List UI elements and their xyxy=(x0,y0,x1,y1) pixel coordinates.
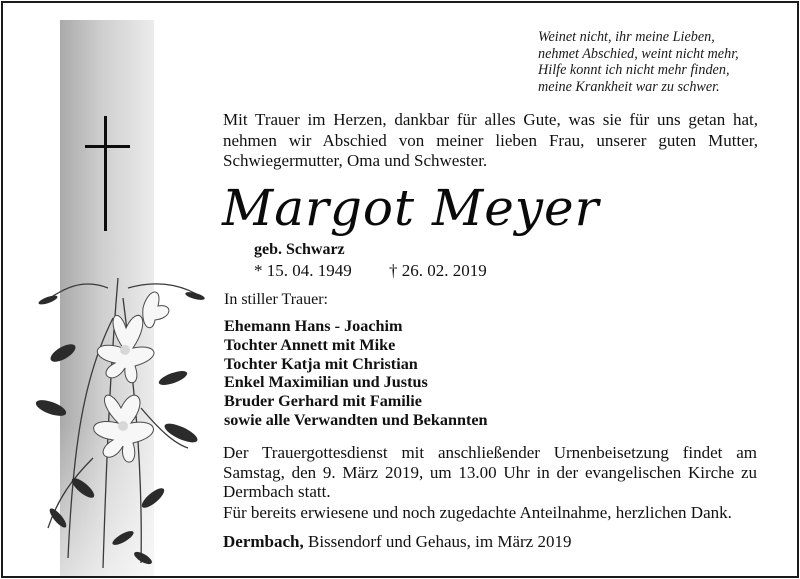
mourner-line: Tochter Katja mit Christian xyxy=(224,354,418,373)
life-dates xyxy=(254,260,574,282)
mourner-line: Enkel Maximilian und Justus xyxy=(224,373,428,392)
born-name: geb. Schwarz xyxy=(254,241,345,258)
obituary-card xyxy=(1,1,799,578)
cross-icon xyxy=(104,116,107,231)
poem-line: meine Krankheit war zu schwer. xyxy=(538,78,720,95)
poem-line: nehmet Abschied, weint nicht mehr, xyxy=(538,45,739,62)
mourner-line: Bruder Gerhard mit Familie xyxy=(224,392,422,411)
poem xyxy=(538,29,788,95)
poem-line: Hilfe konnt ich nicht mehr finden, xyxy=(538,62,730,78)
place-rest: Bissendorf und Gehaus, im März 2019 xyxy=(303,532,572,551)
death-date: † 26. 02. 2019 xyxy=(389,261,487,280)
cross-icon-bar xyxy=(85,145,130,148)
mourner-line: Ehemann Hans - Joachim xyxy=(224,317,403,335)
place-date-line xyxy=(223,531,571,553)
intro-text: Mit Trauer im Herzen, dankbar für alles Gute, was sie für uns getan hat, nehmen wir Abschied von meiner lieben Frau, unserer guten Mutter, Schwiegermutter, Oma und Schwester. xyxy=(223,110,758,170)
service-info: Der Trauergottesdienst mit anschließender Urnenbeisetzung findet am Samstag, den 9. März 2019, um 13.00 Uhr in der evangelischen Kirche zu Dermbach statt. xyxy=(223,443,757,501)
mourner-line: Tochter Annett mit Mike xyxy=(224,335,396,354)
lily-flowers-image xyxy=(23,258,213,578)
place-town: Dermbach, xyxy=(223,532,304,551)
deceased-name: Margot Meyer xyxy=(222,179,600,237)
mourner-line: sowie alle Verwandten und Bekannten xyxy=(224,410,488,429)
thanks-text: Für bereits erwiesene und noch zugedachte Anteilnahme, herzlichen Dank. xyxy=(223,503,732,522)
poem-line: Weinet nicht, ihr meine Lieben, xyxy=(538,29,715,45)
mourning-label: In stiller Trauer: xyxy=(224,291,328,308)
birth-date: * 15. 04. 1949 xyxy=(254,261,352,280)
mourners-list xyxy=(224,317,488,430)
